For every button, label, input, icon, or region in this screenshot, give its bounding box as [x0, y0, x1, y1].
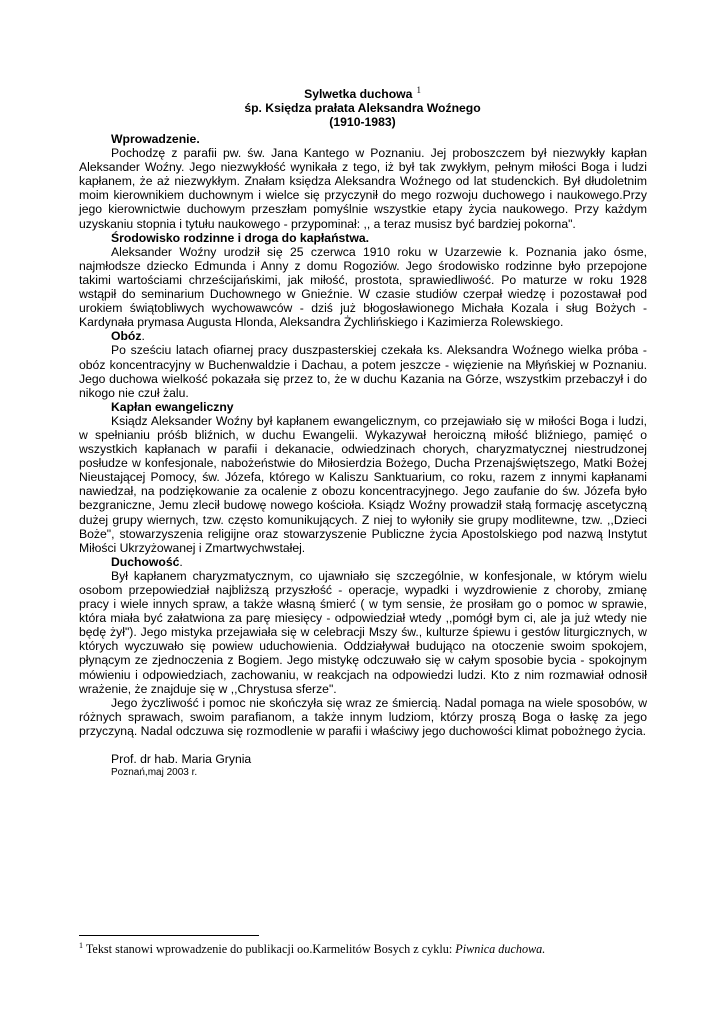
- footnote-text: Tekst stanowi wprowadzenie do publikacji oo.Karmelitów Bosych z cyklu:: [83, 942, 456, 957]
- footnote-mark: 1: [79, 941, 83, 950]
- footnote-reference: 1: [416, 85, 421, 95]
- footnote: [79, 939, 679, 956]
- section-heading: Duchowość.: [111, 554, 183, 569]
- section-heading: Kapłan ewangeliczny: [111, 399, 234, 414]
- paragraph: Aleksander Woźny urodził się 25 czerwca 1910 roku w Uzarzewie k. Poznania jako ósme, najmłodsze dziecko Edmunda i Anny z domu Rogoziów. Jego środowisko rodzinne było przepojone takimi wartościami chrześcijańskimi, jak miłość, prostota, sprawiedliwość. Po maturze w roku 1928 wstąpił do seminarium Duchownego w Gnieźnie. W czasie studiów czerpał wiedzę i pozostawał pod urokiem świątobliwych wychowawców - dziś już błogosławionego Michała Kozala i sług Bożych - Kardynała prymasa Augusta Hlonda, Aleksandra Żychlińskiego i Kazimierza Rolewskiego.: [79, 244, 647, 330]
- document-body: [79, 132, 647, 779]
- title-line-3: (1910-1983): [329, 115, 396, 129]
- paragraph: Po sześciu latach ofiarnej pracy duszpasterskiej czekała ks. Aleksandra Woźnego wielka próba - obóz koncentracyjny w Buchenwaldzie i Dachau, a potem jeszcze - więzienie na Młyńskiej w Poznaniu. Jego duchowa wielkość pokazała się przez to, że w duchu Kazania na Górze, wszystkim przebaczył i do nikogo nie czuł żalu.: [79, 343, 647, 400]
- paragraph: Ksiądz Aleksander Woźny był kapłanem ewangelicznym, co przejawiało się w miłości Boga i ludzi, w spełnianiu próśb bliźnich, w duchu Ewangelii. Wykazywał heroiczną miłość bliźniego, pamięć o wszystkich kapłanach w parafii i dekanacie, odwiedzinach chorych, charyzmatycznej niestrudzonej posłudze w konfesjonale, nabożeństwie do Miłosierdzia Bożego, Ducha Przenajświętszego, Matki Bożej Nieustającej Pomocy, św. Józefa, którego w Kaliszu Sanktuarium, co roku, razem z innymi kapłanami nawiedzał, na podziękowanie za ocalenie z obozu koncentracyjnego. Jego zaufanie do św. Józefa było bezgraniczne, Jemu zlecił budowę nowego kościoła. Ksiądz Woźny prowadził stałą formację ascetyczną dużej grupy wiernych, tzw. często komunikujących. Z niej to wyłoniły sie grupy modlitewne, tzw. ,,Dzieci Boże", stowarzyszenia religijne oraz stowarzyszenie Publiczne życia Apostolskiego pod nazwą Instytut Miłości Ukrzyżowanej i Zmartwychwstałej.: [79, 413, 647, 555]
- title-line-2: śp. Księdza prałata Aleksandra Woźnego: [244, 101, 481, 115]
- footnote-italic-title: Piwnica duchowa.: [455, 942, 546, 957]
- footnote-separator: [79, 935, 259, 936]
- document-title: [0, 87, 725, 129]
- section-heading: Wprowadzenie.: [111, 132, 200, 146]
- paragraph: Był kapłanem charyzmatycznym, co ujawniało się szczególnie, w konfesjonale, w którym wielu osobom przepowiedział najbliższą przyszłość - operacje, wypadki i wyzdrowienie z choroby, zmianę pracy i wiele innych spraw, a także własną śmierć ( w tym sensie, że prosiłam go o pomoc w sprawie, która miała być załatwiona za parę miesięcy - odpowiedział wtedy ,,pomógł bym ci, ale ja już wtedy nie będę żył"). Jego mistyka przejawiała się w celebracji Mszy św., kulturze śpiewu i gestów liturgicznych, w których wyczuwało się powiew uduchowienia. Oddziaływał budująco na otoczenie swoim spokojem, płynącym ze zjednoczenia z Bogiem. Jego mistykę odczuwało się w całym sposobie bycia - spokojnym mówieniu i odpowiedziach, zachowaniu, w reakcjach na odpowiedzi ludzi. Kto z nim rozmawiał odnosił wrażenie, że znajduje się w ,,Chrystusa sferze".: [79, 568, 647, 696]
- section-heading: Obóz.: [111, 329, 145, 344]
- signature-place-date: Poznań,maj 2003 r.: [111, 767, 198, 779]
- section-heading: Środowisko rodzinne i droga do kapłaństwa.: [111, 230, 370, 245]
- signature-name: Prof. dr hab. Maria Grynia: [111, 752, 252, 767]
- paragraph: Pochodzę z parafii pw. św. Jana Kantego w Poznaniu. Jej proboszczem był niezwykły kapłan Aleksander Woźny. Jego niezwykłość wynikała z tego, iż był tak zwykłym, pełnym miłości Boga i ludzi kapłanem, że aż niezwykłym. Znałam księdza Aleksandra Woźnego od lat studenckich. Był dłudoletnim moim kierownikiem duchownym i wielce się przyczynił do mego rozwoju duchowego i naukowego.Przy jego kierownictwie duchowym przeszłam pomyślnie wszystkie etapy życia naukowego. Przy każdym uzyskaniu stopnia i tytułu naukowego - przypominał: ,, a teraz musisz być bardziej pokorna".: [79, 146, 647, 231]
- paragraph: Jego życzliwość i pomoc nie skończyła się wraz ze śmiercią. Nadal pomaga na wiele sposobów, w różnych sprawach, swoim parafianom, a także innym ludziom, którzy proszą Boga o łaskę za jego przyczyną. Nadal odczuwa się rozmodlenie w parafii i właściwy jego duchowości klimat pobożnego życia.: [79, 695, 647, 738]
- title-line-1: Sylwetka duchowa $^1$: [304, 85, 421, 101]
